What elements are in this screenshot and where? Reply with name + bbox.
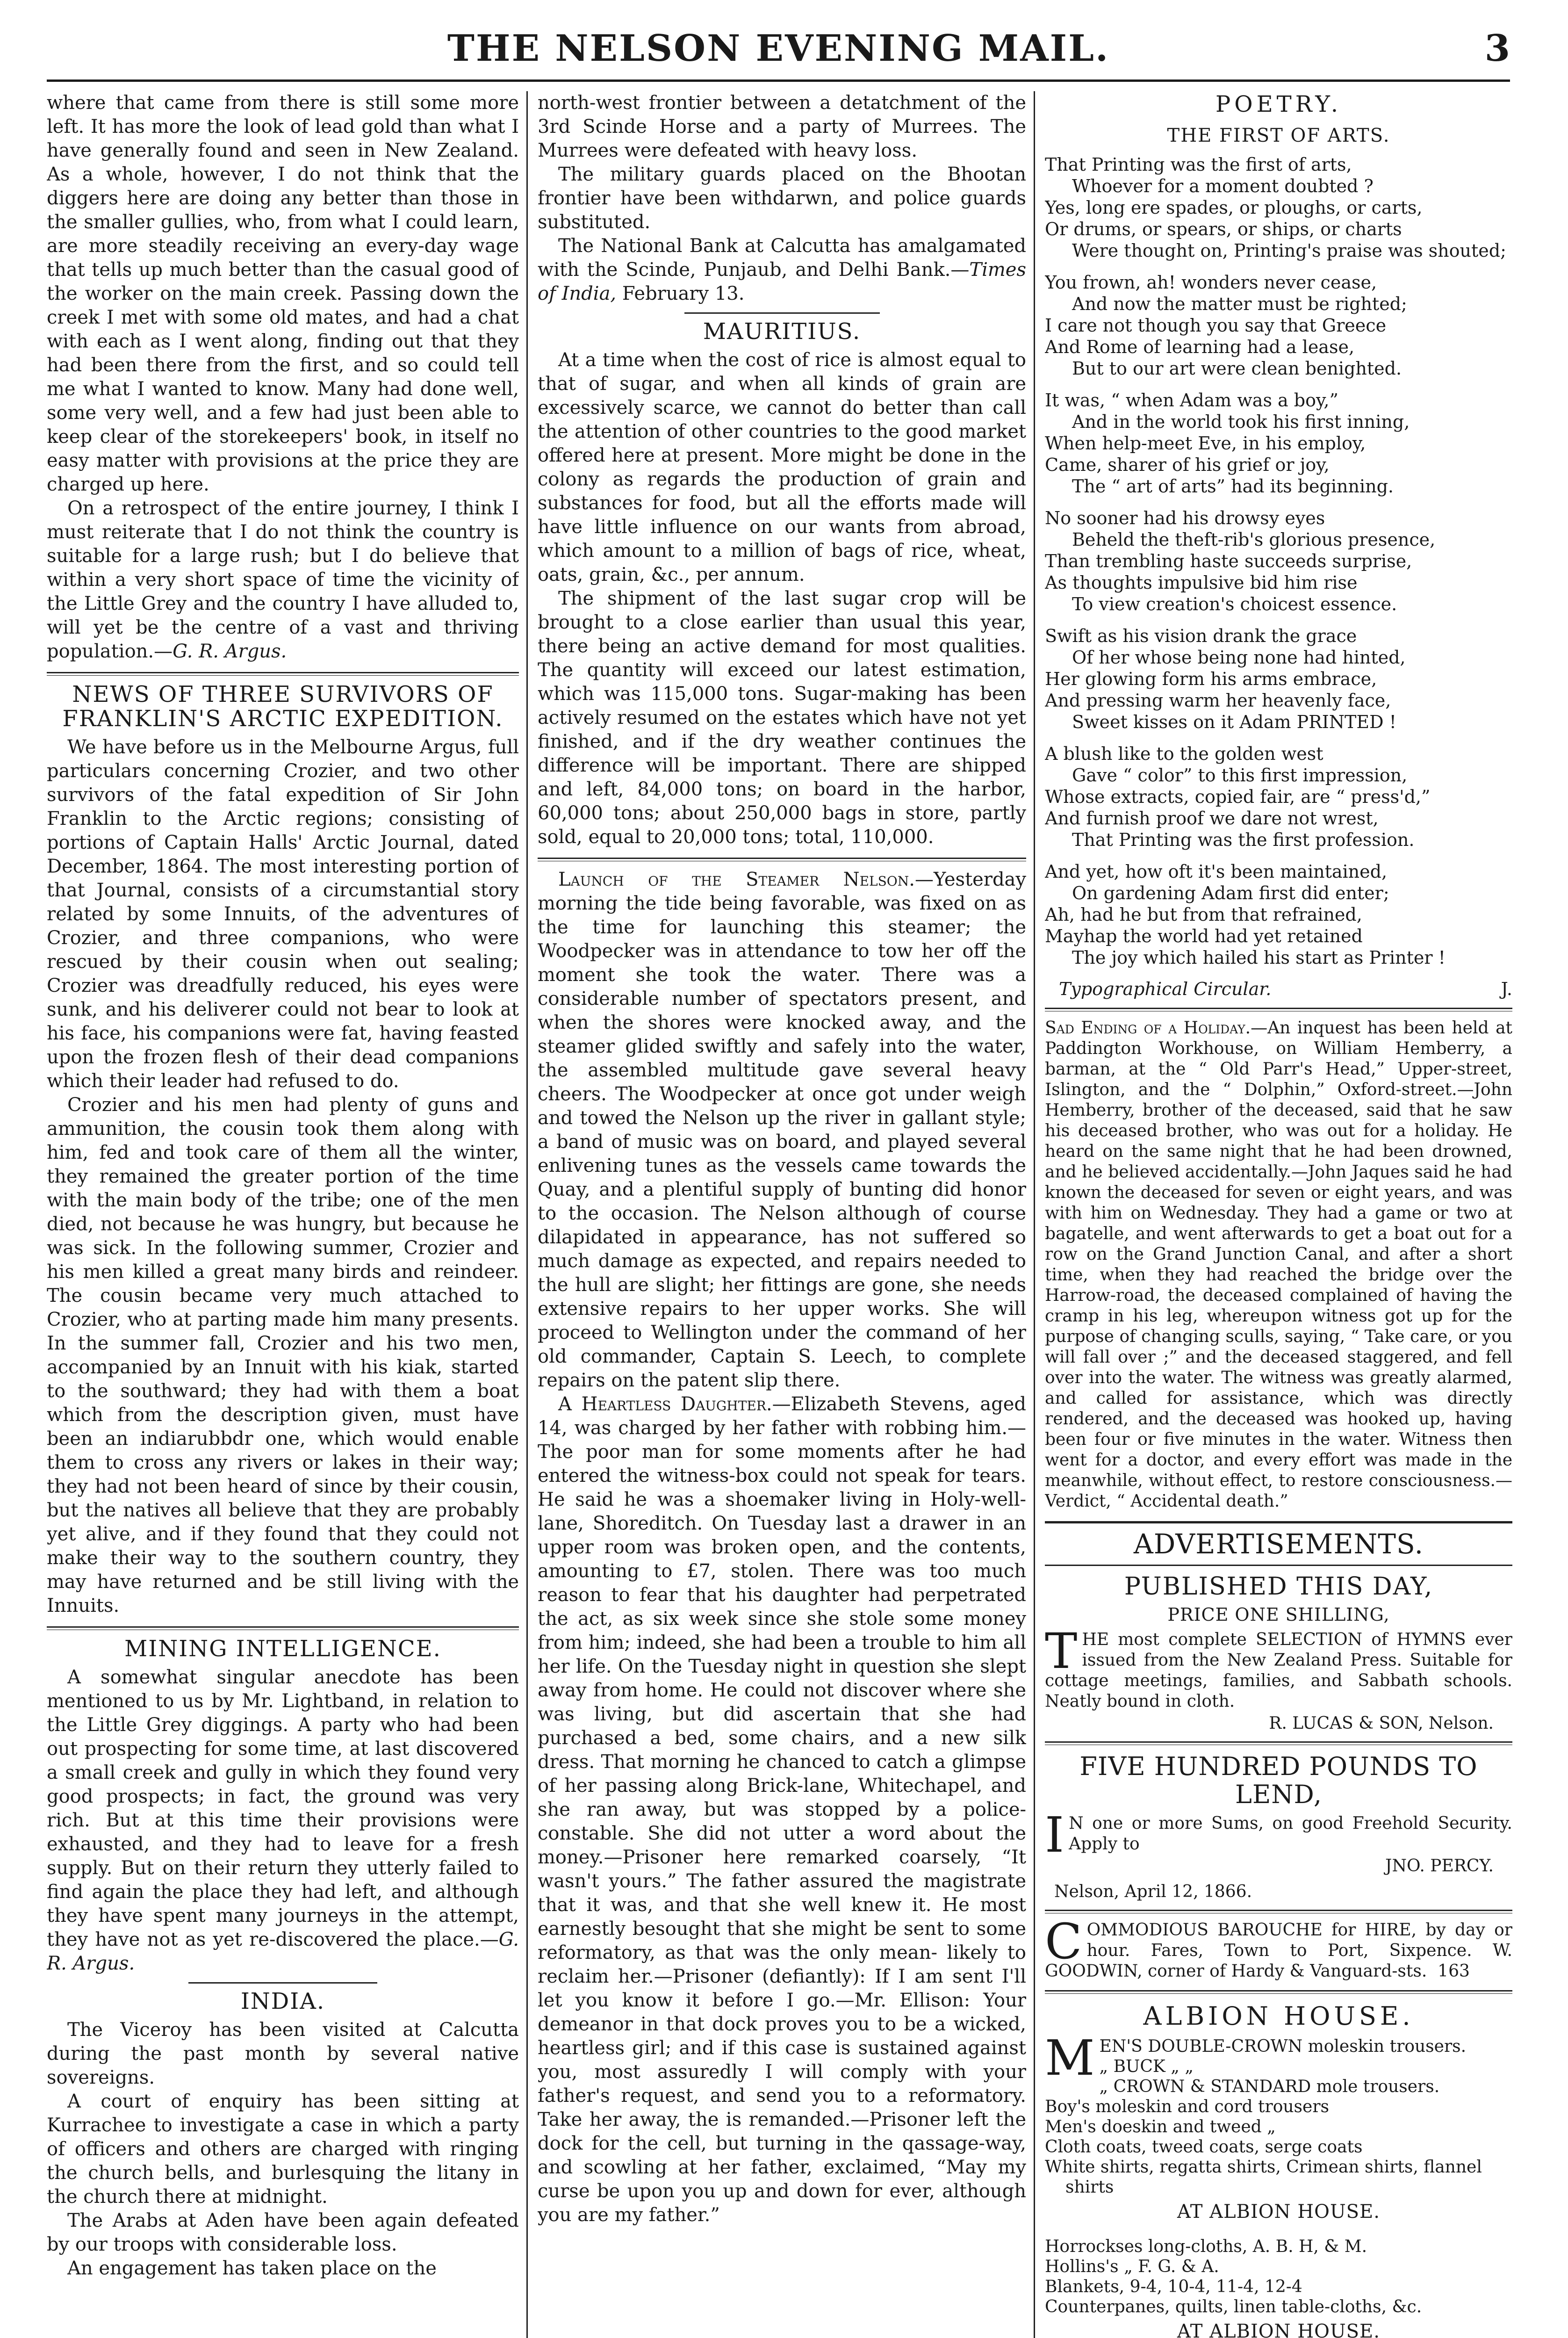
poem-stanza xyxy=(1045,743,1512,851)
page-number: 3 xyxy=(1484,27,1510,70)
daughter-title: A Heartless Daughter.— xyxy=(558,1393,791,1415)
drop-cap: C xyxy=(1045,1913,1082,1970)
article-paragraph: On a retrospect of the entire journey, I think I must reiterate that I do not think the country is suitable for a large rush; but I do believe that within a very short space of time the vicinity of the Little Grey and the country I have alluded to, will yet be the centre of a vast and thriving population.—G. R. Argus. xyxy=(47,498,519,662)
poem-line: That Printing was the first of arts, xyxy=(1045,154,1352,175)
poem-footer xyxy=(1045,979,1512,999)
advert-line: Blankets, 9-4, 10-4, 11-4, 12-4 xyxy=(1045,2277,1302,2296)
section-rule xyxy=(538,858,1026,861)
poem-line: Were thought on, Printing's praise was shouted; xyxy=(1072,240,1506,261)
poem-line: And in the world took his first inning, xyxy=(1072,411,1410,432)
poem-title: THE FIRST OF ARTS. xyxy=(1167,125,1390,146)
advert-line: Boy's moleskin and cord trousers xyxy=(1045,2097,1330,2116)
article-paragraph: The shipment of the last sugar crop will be brought to a close earlier than usual this year, there being an active demand for most qualities. The quantity will exceed our latest estimation, which was 115,000 tons. Sugar-making has been actively resumed on the estates which have not yet finished, and if the dry weather continues the difference will be important. There are shipped and left, 84,000 tons; on board in the harbor, 60,000 tons; about 250,000 bags in store, partly sold, equal to 20,000 tons; total, 110,000. xyxy=(538,588,1026,848)
advert-heading: FIVE HUNDRED POUNDS TO LEND, xyxy=(1079,1752,1478,1809)
advert-text: THE most complete SELECTION of HYMNS ever issued from the New Zealand Press. Suitable for cottage meetings, families, and Sabbath schools. Neatly bound in cloth. xyxy=(1045,1623,1512,1711)
article-paragraph: Crozier and his men had plenty of guns and ammunition, the cousin took them along with him, fed and took care of them all the winter, they remained the greater portion of the time with the main body of the tribe; one of the men died, not because he was hungry, but because he was sick. In the following summer, Crozier and his men killed a great many birds and reindeer. The cousin became very much attached to Crozier, who at parting made him many presents. In the summer fall, Crozier and his two men, accompanied by an Innuit with his kiak, started to the southward; they had with them a boat which from the description given, must have been an indiarubbdr one, which would enable them to cross any rivers or lakes in their way; they had not been heard of since by their cousin, but the natives all believe that they are probably yet alive, and if they found that they could not make their way to the southern country, they may have returned and be still living with the Innuits. xyxy=(47,1094,519,1616)
advert-line: Cloth coats, tweed coats, serge coats xyxy=(1045,2137,1363,2157)
advert-heading: ALBION HOUSE. xyxy=(1143,2001,1414,2031)
advert-text: I N one or more Sums, on good Freehold Security. Apply to xyxy=(1045,1806,1512,1863)
poem-body xyxy=(1045,154,1512,968)
drop-cap: M xyxy=(1045,2029,1095,2086)
poem-line: When help-meet Eve, in his employ, xyxy=(1045,433,1366,454)
advert-line: „ CROWN & STANDARD mole trousers. xyxy=(1099,2077,1440,2096)
advert-signature: R. LUCAS & SON, Nelson. xyxy=(1269,1714,1494,1733)
advert-line: Horrockses long-cloths, A. B. H, & M. xyxy=(1045,2237,1367,2256)
column-3 xyxy=(1045,91,1512,2338)
poem-line: You frown, ah! wonders never cease, xyxy=(1045,272,1377,293)
poem-line: To view creation's choicest essence. xyxy=(1072,594,1397,614)
poem-stanza xyxy=(1045,272,1512,379)
poem-line: And furnish proof we dare not wrest, xyxy=(1045,808,1379,829)
poem-line: On gardening Adam first did enter; xyxy=(1072,883,1389,903)
poem-line: No sooner had his drowsy eyes xyxy=(1045,508,1325,528)
poem-line: Yes, long ere spades, or ploughs, or carts, xyxy=(1045,197,1423,218)
launch-title: Launch of the Steamer Nelson.— xyxy=(558,869,934,890)
poem-stanza xyxy=(1045,861,1512,968)
article-paragraph: The military guards placed on the Bhootan frontier have been withdarwn, and police guards substituted. xyxy=(538,164,1026,233)
section-rule xyxy=(1045,1910,1512,1913)
advertisements-heading: ADVERTISEMENTS. xyxy=(1045,1521,1512,1566)
advert-subheading: PRICE ONE SHILLING, xyxy=(1167,1604,1390,1625)
poem-line: Gave “ color” to this first impression, xyxy=(1072,765,1408,786)
article-signature: G. R. Argus. xyxy=(173,641,287,662)
launch-article: Launch of the Steamer Nelson.—Yesterday morning the tide being favorable, was fixed on as the time for launching this steamer; the Woodpecker was in attendance to tow her off the moment she took the water. There was a considerable number of spectators present, and when the shores were knocked away, and the steamer glided swiftly and safely into the water, the assembled multitude gave several heavy cheers. The Woodpecker at once got under weigh and towed the Nelson up the river in gallant style; a band of music was on board, and played several enlivening tunes as the vessels came towards the Quay, and a plentiful supply of bunting did honor to the occasion. The Nelson although of course dilapidated in appearance, has not suffered so much damage as expected, and repairs needed to the hull are slight; her fittings are gone, she needs extensive repairs to her upper works. She will proceed to Wellington under the command of her old commander, Captain S. Leech, to complete repairs on the patent slip there. xyxy=(538,869,1026,1391)
india-heading: INDIA. xyxy=(240,1988,325,2014)
column-2 xyxy=(538,91,1026,2338)
poem-line: Ah, had he but from that refrained, xyxy=(1045,904,1362,925)
column-rule xyxy=(1034,91,1035,2338)
poem-line: That Printing was the first profession. xyxy=(1072,830,1415,850)
at-albion-house: AT ALBION HOUSE. xyxy=(1177,2321,1380,2338)
poem-stanza xyxy=(1045,154,1512,261)
article-paragraph: At a time when the cost of rice is almost equal to that of sugar, and when all kinds of grain are excessively scarce, we cannot do better than call the attention of other countries to the good market offered here at present. More might be done in the colony as regards the production of grain and substances for food, but all the efforts made will have little influence on our wants from abroad, which amount to a million of bags of rice, wheat, oats, grain, &c., per annum. xyxy=(538,349,1026,585)
article-signature: G. R. Argus. xyxy=(47,1929,519,1974)
holiday-title: Sad Ending of a Holiday.— xyxy=(1045,1018,1268,1038)
daughter-article: A Heartless Daughter.—Elizabeth Stevens, aged 14, was charged by her father with robbing him.—The poor man for some moments after he had entered the witness-box could not speak for tears. He said he was a shoemaker living in Holy-well-lane, Shoreditch. On Tuesday last a drawer in an upper room was broken open, and the contents, amounting to £7, stolen. There was too much reason to fear that his daughter had perpetrated the act, as six week since she stole some money from him; indeed, she had been a trouble to him all her life. On the Tuesday night in question she slept away from home. He could not discover where she was living, but did ascertain that she had purchased a bed, some chairs, and a new silk dress. That morning he chanced to catch a glimpse of her passing along Brick-lane, Whitechapel, and she ran away, but was stopped by a police-constable. She did not utter a word about the money.—Prisoner here remarked coarsely, “It wasn't yours.” The father assured the magistrate that it was, and that she well knew it. He most earnestly besought that she might be sent to some reformatory, as that was the only mean- likely to reclaim her.—Prisoner (defiantly): If I am sent I'll let you know it before I go.—Mr. Ellison: Your demeanor in that dock proves you to be a wicked, heartless girl; and if this case is sustained against you, most assuredly I will comply with your father's request, and send you to a reformatory. Take her away, the is remanded.—Prisoner left the dock for the cell, but turning in the qassage-way, and scowling at her father, exclaimed, “May my curse be upon you up and down for ever, although you are my father.” xyxy=(538,1393,1026,2226)
drop-cap: T xyxy=(1045,1623,1078,1680)
holiday-article: Sad Ending of a Holiday.—An inquest has been held at Paddington Workhouse, on William Hemberry, a barman, at the “ Old Parr's Head,” Upper-street, Islington, and the “ Dolphin,” Oxford-street.—John Hemberry, brother of the deceased, said that he saw his deceased brother, who was out for a holiday. He heard on the same night that he had been drowned, and he believed accidentally.—John Jaques said he had known the deceased for seven or eight years, and was with him on Wednesday. They had a game or two at bagatelle, and went afterwards to get a boat out for a row on the Grand Junction Canal, and after a short time, when they had reached the bridge over the Harrow-road, the deceased complained of having the cramp in his leg, whereupon witness got up for the purpose of changing sculls, saying, “ Take care, or you will fall over ;” and the deceased staggered, and fell over into the water. The witness was greatly alarmed, and called for assistance, which was directly rendered, and the deceased was hooked up, having been four or five minutes in the water. Witness then went for a doctor, and every effort was made in the meanwhile, without effect, to restore consciousness.—Verdict, “ Accidental death.” xyxy=(1045,1018,1512,1511)
poem-line: Her glowing form his arms embrace, xyxy=(1045,669,1377,689)
article-paragraph: The National Bank at Calcutta has amalgamated with the Scinde, Punjaub, and Delhi Bank.—Times of India, February 13. xyxy=(538,235,1026,304)
poem-source: Typographical Circular. xyxy=(1059,979,1272,999)
article-paragraph: A court of enquiry has been sitting at Kurrachee to investigate a case in which a party of officers and others are charged with ringing the church bells, and burlesquing the litany in the church there at midnight. xyxy=(47,2091,519,2208)
poem-line: It was, “ when Adam was a boy,” xyxy=(1045,390,1338,411)
poem-line: Than trembling haste succeeds surprise, xyxy=(1045,551,1412,571)
article-paragraph: The Arabs at Aden have been again defeated by our troops with considerable loss. xyxy=(47,2210,519,2255)
franklin-heading: NEWS OF THREE SURVIVORS OF FRANKLIN'S ARCTIC EXPEDITION. xyxy=(62,681,503,732)
at-albion-house: AT ALBION HOUSE. xyxy=(1177,2201,1380,2223)
column-1 xyxy=(47,91,519,2338)
advert-text: COMMODIOUS BAROUCHE for HIRE, by day or hour. Fares, Town to Port, Sixpence. W. GOODWIN, corner of Hardy & Vanguard-sts. 163 xyxy=(1045,1913,1512,1981)
advert-line: „ BUCK „ „ xyxy=(1099,2057,1194,2076)
poem-line: Swift as his vision drank the grace xyxy=(1045,626,1357,646)
article-paragraph: An engagement has taken place on the xyxy=(67,2258,437,2279)
advert-heading: PUBLISHED THIS DAY, xyxy=(1124,1573,1433,1601)
section-rule xyxy=(684,312,880,314)
poem-line: Or drums, or spears, or ships, or charts xyxy=(1045,219,1402,239)
poem-line: The joy which hailed his start as Printer ! xyxy=(1072,947,1446,968)
poem-line: I care not though you say that Greece xyxy=(1045,315,1387,336)
poem-line: The “ art of arts” had its beginning. xyxy=(1072,476,1394,497)
advert-line: White shirts, regatta shirts, Crimean shirts, flannel xyxy=(1045,2158,1482,2177)
advert-name: JNO. PERCY. xyxy=(1385,1856,1494,1876)
advert-top-lines xyxy=(1045,2029,1512,2097)
advert-date: Nelson, April 12, 1866. xyxy=(1054,1882,1252,1901)
drop-cap: I xyxy=(1045,1806,1065,1863)
poem-stanza xyxy=(1045,625,1512,733)
poem-line: And yet, how oft it's been maintained, xyxy=(1045,861,1388,882)
section-rule xyxy=(1045,1008,1512,1011)
masthead xyxy=(47,19,1510,82)
section-rule xyxy=(47,1626,519,1630)
poem-line: Whose extracts, copied fair, are “ press'd,” xyxy=(1045,787,1431,807)
poem-line: A blush like to the golden west xyxy=(1045,743,1323,764)
article-paragraph: We have before us in the Melbourne Argus, full particulars concerning Crozier, and two other survivors of the fatal expedition of Sir John Franklin to the Arctic regions; consisting of portions of Captain Halls' Arctic Journal, dated December, 1864. The most interesting portion of that Journal, consists of a circumstantial story related by some Innuits, of the adventures of Crozier, and three companions, who were rescued by their cousin when out sealing; Crozier was dreadfully reduced, his eyes were sunk, and his deliverer could not bear to look at his face, his companions were fat, having feasted upon the frozen flesh of their dead companions which their leader had refused to do. xyxy=(47,736,519,1092)
poem-line: Sweet kisses on it Adam PRINTED ! xyxy=(1072,712,1396,732)
advert-line: Hollins's „ F. G. & A. xyxy=(1045,2257,1219,2276)
advert-line: Men's doeskin and tweed „ xyxy=(1045,2117,1276,2136)
advert-line: EN'S DOUBLE-CROWN moleskin trousers. xyxy=(1099,2037,1467,2056)
article-source: Times of India, xyxy=(538,259,1026,304)
poem-line: Beheld the theft-rib's glorious presence, xyxy=(1072,529,1436,550)
advert-barouche xyxy=(1045,1913,1512,1982)
poem-line: As thoughts impulsive bid him rise xyxy=(1045,572,1358,593)
advert-hymns xyxy=(1045,1573,1512,1733)
advert-albion-house xyxy=(1045,2001,1512,2338)
poem-line: But to our art were clean benighted. xyxy=(1072,358,1402,379)
poem-line: Came, sharer of his grief or joy, xyxy=(1045,455,1330,475)
mining-heading: MINING INTELLIGENCE. xyxy=(124,1636,441,1662)
poem-line: And now the matter must be righted; xyxy=(1072,294,1407,314)
poem-line: Of her whose being none had hinted, xyxy=(1072,647,1406,668)
poem-line: And Rome of learning had a lease, xyxy=(1045,337,1355,357)
column-rule xyxy=(526,91,528,2338)
poetry-heading: POETRY. xyxy=(1215,91,1342,117)
mauritius-heading: MAURITIUS. xyxy=(703,318,861,345)
section-rule xyxy=(1045,1990,1512,1994)
section-rule xyxy=(1045,1741,1512,1745)
poem-line: Whoever for a moment doubted ? xyxy=(1072,176,1374,196)
poem-stanza xyxy=(1045,390,1512,497)
section-rule xyxy=(188,1982,377,1984)
poem-line: Mayhap the world had yet retained xyxy=(1045,926,1363,946)
article-paragraph: The Viceroy has been visited at Calcutta during the past month by several native sovereigns. xyxy=(47,2019,519,2088)
article-paragraph: where that came from there is still some more left. It has more the look of lead gold than what I have generally found and seen in New Zealand. As a whole, however, I do not think that the diggers here are doing any better than those in the smaller gullies, who, from what I could learn, are more steadily receiving an every-day wage that tells up much better than the casual good of the worker on the main creek. Passing down the creek I met with some old mates, and had a chat with each as I went along, finding out that they had been there from the first, and so could tell me what I wanted to know. Many had done well, some very well, and a few had just been able to keep clear of the storekeepers' book, in itself no easy matter with provisions at the price they are charged up here. xyxy=(47,92,519,495)
advert-line: Counterpanes, quilts, linen table-cloths, &c. xyxy=(1045,2297,1422,2316)
advert-line: shirts xyxy=(1065,2178,1114,2197)
poem-initial: J. xyxy=(1501,979,1512,999)
poem-stanza xyxy=(1045,507,1512,615)
article-paragraph: north-west frontier between a detatchment of the 3rd Scinde Horse and a party of Murrees. The Murrees were defeated with heavy loss. xyxy=(538,92,1026,161)
newspaper-title: THE NELSON EVENING MAIL. xyxy=(447,27,1110,70)
section-rule xyxy=(47,672,519,676)
advert-loan xyxy=(1045,1753,1512,1901)
advert-number: 163 xyxy=(1438,1962,1470,1981)
article-paragraph: A somewhat singular anecdote has been mentioned to us by Mr. Lightband, in relation to the Little Grey diggings. A party who had been out prospecting for some time, at last discovered a small creek and gully in which they found very good prospects; in fact, the ground was very rich. But at this time their provisions were exhausted, and they had to leave for a fresh supply. But on their return they utterly failed to find again the place they had left, and although they have spent many journeys in the attempt, they have not as yet re-discovered the place.—G. R. Argus. xyxy=(47,1667,519,1974)
poem-line: And pressing warm her heavenly face, xyxy=(1045,690,1391,711)
